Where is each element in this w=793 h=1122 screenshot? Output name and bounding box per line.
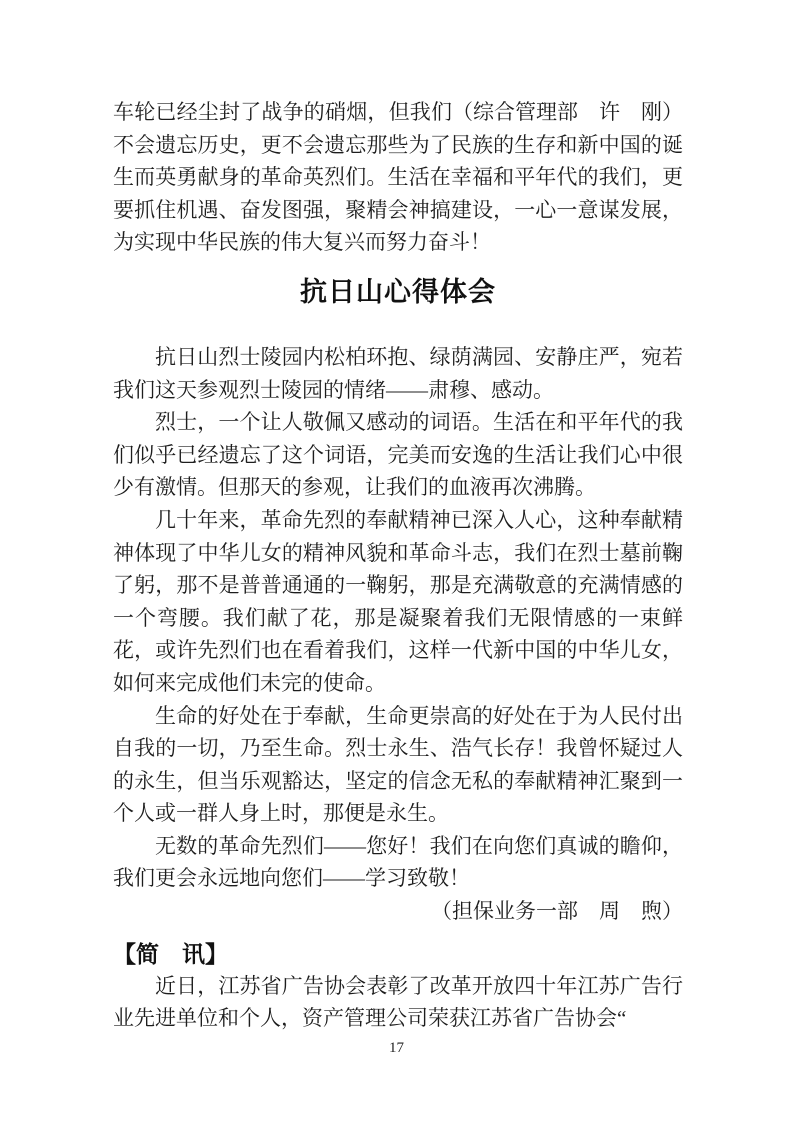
article-paragraph: 烈士，一个让人敬佩又感动的词语。生活在和平年代的我们似乎已经遗忘了这个词语，完美而安逸的生活让我们心中很少有激情。但那天的参观，让我们的血液再次沸腾。 (113, 410, 683, 500)
article-title: 抗日山心得体会 (300, 276, 496, 307)
intro-author-signature: （综合管理部 许 刚） (452, 100, 683, 124)
brief-heading: 【简 讯】 (113, 940, 228, 967)
text-column (113, 96, 683, 1035)
brief-paragraph: 近日，江苏省广告协会表彰了改革开放四十年江苏广告行业先进单位和个人，资产管理公司荣获江苏省广告协会“ (113, 973, 683, 1031)
article-author-signature: （担保业务一部 周 煦） (431, 899, 683, 924)
continuation-paragraph (113, 96, 683, 259)
article-paragraph: 几十年来，革命先烈的奉献精神已深入人心，这种奉献精神体现了中华儿女的精神风貌和革命斗志，我们在烈士墓前鞠了躬，那不是普普通通的一鞠躬，那是充满敬意的充满情感的一个弯腰。我们献了花，那是凝聚着我们无限情感的一束鲜花，或许先烈们也在看着我们，这样一代新中国的中华儿女，如何来完成他们未完的使命。 (113, 507, 683, 695)
article-paragraph: 生命的好处在于奉献，生命更崇高的好处在于为人民付出自我的一切，乃至生命。烈士永生、浩气长存！我曾怀疑过人的永生，但当乐观豁达，坚定的信念无私的奉献精神汇聚到一个人或一群人身上时，那便是永生。 (113, 703, 683, 826)
article-paragraph: 抗日山烈士陵园内松柏环抱、绿荫满园、安静庄严，宛若我们这天参观烈士陵园的情绪——肃穆、感动。 (113, 344, 683, 402)
continuation-text: 车轮已经尘封了战争的硝烟，但我们不会遗忘历史，更不会遗忘那些为了民族的生存和新中国的诞生而英勇献身的革命英烈们。生活在幸福和平年代的我们，更要抓住机遇、奋发图强，聚精会神搞建设，一心一意谋发展，为实现中华民族的伟大复兴而努力奋斗！ (113, 100, 683, 255)
page-number: 17 (389, 1040, 404, 1056)
article-paragraph: 无数的革命先烈们——您好！我们在向您们真诚的瞻仰，我们更会永远地向您们——学习致敬！ (113, 833, 683, 891)
